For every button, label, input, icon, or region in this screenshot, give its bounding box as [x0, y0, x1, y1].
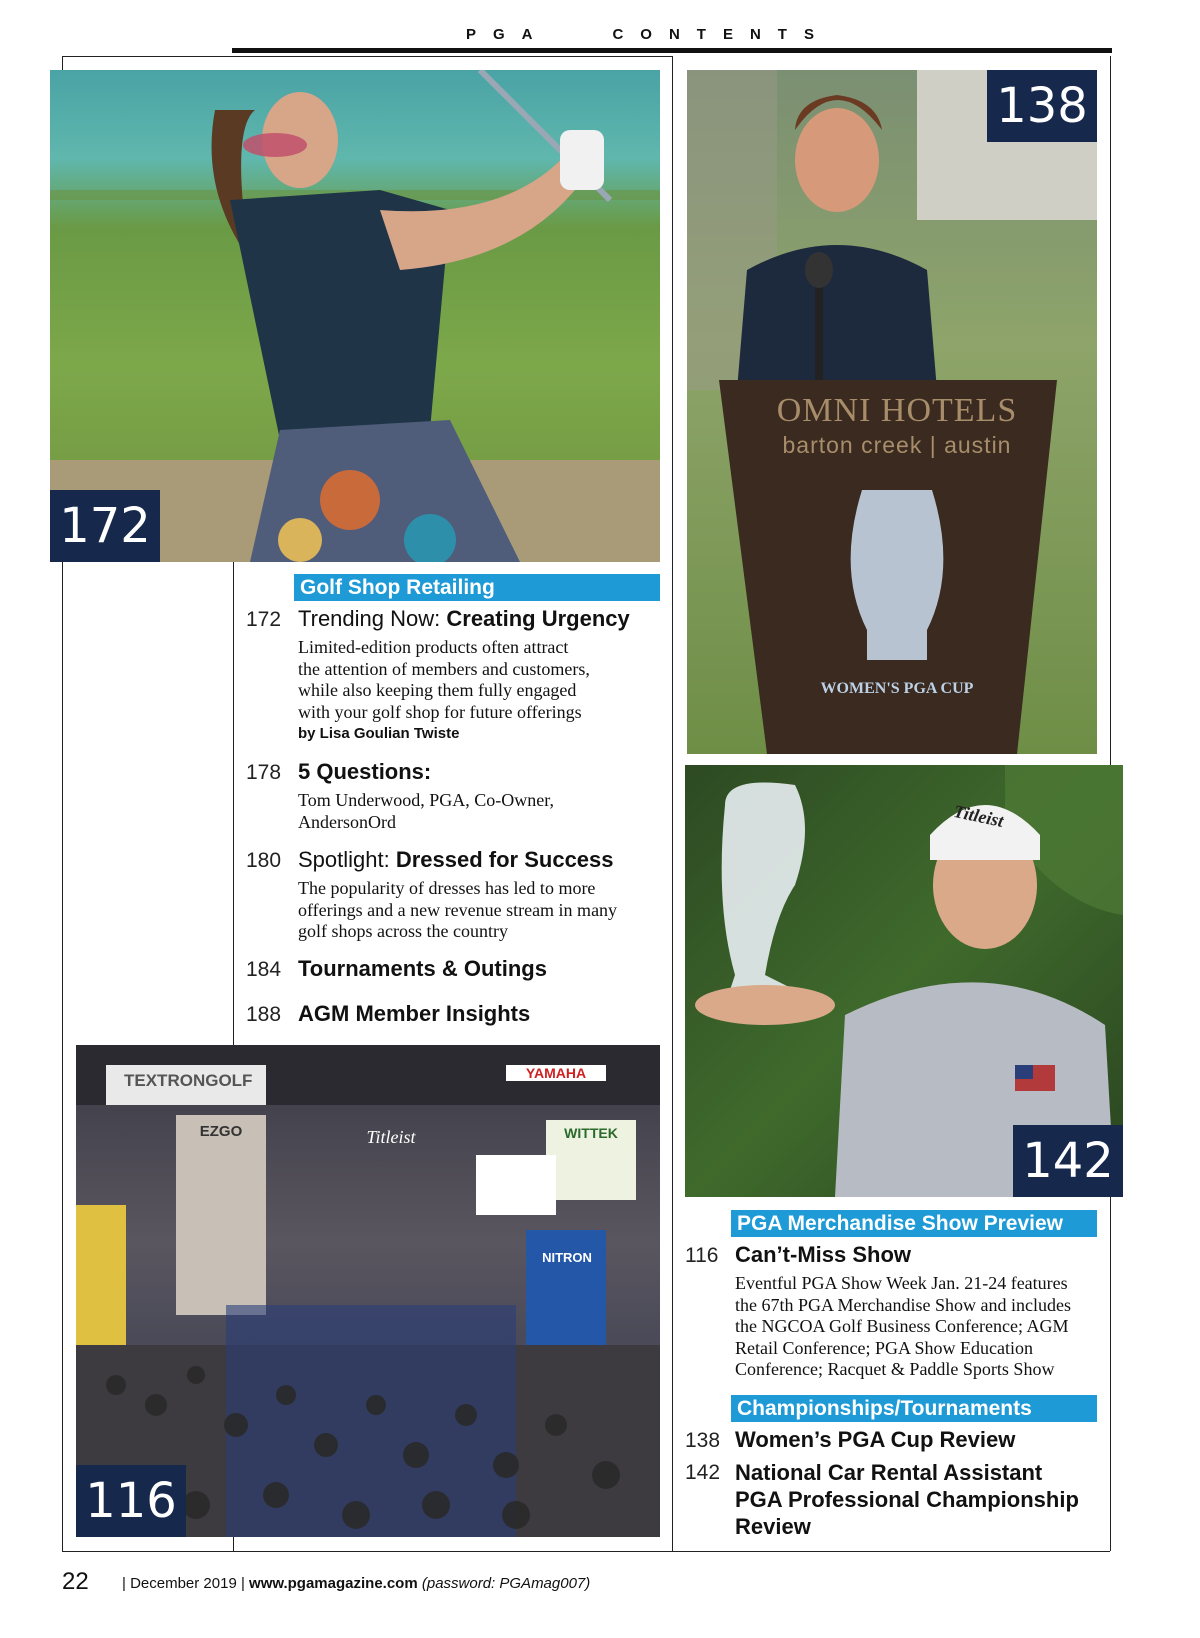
- entry-180-title[interactable]: [298, 847, 614, 873]
- show-sign-nitron: NITRON: [542, 1250, 592, 1265]
- section-golf-shop-retailing: Golf Shop Retailing: [294, 574, 660, 601]
- entry-178-desc-line: AndersonOrd: [298, 811, 396, 832]
- page-badge-172: 172: [50, 490, 160, 562]
- entry-142-title[interactable]: [735, 1459, 1079, 1540]
- entry-180-desc-line: golf shops across the country: [298, 921, 508, 941]
- podium-sign-line2: barton creek | austin: [782, 432, 1012, 458]
- entry-184-title[interactable]: [298, 956, 547, 982]
- podium-sign-line1: OMNI HOTELS: [776, 392, 1018, 429]
- section-championships: Championships/Tournaments: [731, 1395, 1097, 1422]
- entry-116-description: [735, 1273, 1071, 1381]
- entry-180-desc-line: offerings and a new revenue stream in many: [298, 899, 618, 920]
- entry-178-headline: 5 Questions:: [298, 759, 432, 784]
- footer-issue: | December 2019 |: [122, 1575, 245, 1592]
- show-sign-titleist: Titleist: [366, 1127, 416, 1147]
- section-merch-show-preview: PGA Merchandise Show Preview: [731, 1210, 1097, 1237]
- podium-photo[interactable]: [687, 70, 1097, 754]
- entry-138-title[interactable]: [735, 1427, 1015, 1453]
- entry-172-desc-line: while also keeping them fully engaged: [298, 680, 577, 700]
- show-floor-illustration: [76, 1045, 660, 1537]
- frame-top-rule: [62, 56, 672, 57]
- golfer-illustration: [50, 70, 660, 562]
- entry-178-title[interactable]: [298, 759, 431, 785]
- entry-138-headline: Women’s PGA Cup Review: [735, 1427, 1016, 1452]
- entry-188-headline: AGM Member Insights: [298, 1001, 531, 1026]
- header-title: PGA CONTENTS: [466, 26, 831, 43]
- cap-logo: Titleist: [951, 800, 1006, 831]
- frame-bottom-rule: [62, 1551, 1110, 1552]
- entry-116-headline: Can’t-Miss Show: [735, 1242, 912, 1267]
- entry-184-headline: Tournaments & Outings: [298, 956, 547, 981]
- entry-116-desc-line: the 67th PGA Merchandise Show and includes: [735, 1294, 1071, 1315]
- entry-178-description: [298, 790, 554, 833]
- entry-184-page: 184: [246, 958, 282, 981]
- entry-138-page: 138: [685, 1429, 721, 1452]
- entry-178-desc-line: Tom Underwood, PGA, Co-Owner,: [298, 790, 554, 810]
- entry-180-desc-line: The popularity of dresses has led to more: [298, 878, 596, 898]
- show-floor-photo[interactable]: [76, 1045, 660, 1537]
- page-badge-138: 138: [987, 70, 1097, 142]
- entry-188-page: 188: [246, 1003, 282, 1026]
- entry-180-description: [298, 878, 617, 943]
- page-badge-142: 142: [1013, 1125, 1123, 1197]
- golfer-photo[interactable]: [50, 70, 660, 562]
- entry-178-page: 178: [246, 761, 282, 784]
- entry-180-headline: Dressed for Success: [395, 847, 614, 872]
- entry-188-title[interactable]: [298, 1001, 530, 1027]
- show-sign-wittek: WITTEK: [564, 1125, 618, 1141]
- entry-172-prefix: Trending Now:: [298, 606, 447, 631]
- entry-142-headline-line: National Car Rental Assistant: [735, 1460, 1043, 1485]
- entry-172-description: [298, 637, 590, 723]
- footer-password: (password: PGAmag007): [421, 1575, 591, 1592]
- entry-116-desc-line: Retail Conference; PGA Show Education: [735, 1337, 1033, 1358]
- entry-142-headline-line: PGA Professional Championship: [735, 1487, 1079, 1512]
- entry-116-title[interactable]: [735, 1242, 911, 1268]
- header-rule: [232, 48, 1112, 53]
- entry-116-desc-line: Conference; Racquet & Paddle Sports Show: [735, 1359, 1055, 1379]
- entry-180-prefix: Spotlight:: [298, 847, 396, 872]
- entry-172-desc-line: with your golf shop for future offerings: [298, 701, 582, 722]
- show-sign-yamaha: YAMAHA: [506, 1065, 606, 1081]
- show-sign-textron: TEXTRONGOLF: [124, 1071, 253, 1090]
- entry-142-page: 142: [685, 1461, 721, 1484]
- entry-172-byline: by Lisa Goulian Twiste: [298, 725, 460, 742]
- entry-142-headline-line: Review: [735, 1514, 811, 1539]
- footer-page-number: 22: [62, 1568, 89, 1595]
- entry-172-headline: Creating Urgency: [446, 606, 630, 631]
- page-badge-116: 116: [76, 1465, 186, 1537]
- entry-116-desc-line: Eventful PGA Show Week Jan. 21-24 features: [735, 1273, 1068, 1293]
- show-sign-ezgo: EZGO: [199, 1123, 243, 1140]
- entry-116-page: 116: [685, 1244, 719, 1267]
- entry-180-page: 180: [246, 849, 282, 872]
- entry-172-title[interactable]: [298, 606, 630, 632]
- footer-line: [122, 1575, 590, 1592]
- entry-172-desc-line: the attention of members and customers,: [298, 658, 590, 679]
- footer-url-link[interactable]: www.pgamagazine.com: [249, 1575, 418, 1592]
- entry-172-desc-line: Limited-edition products often attract: [298, 637, 569, 657]
- entry-116-desc-line: the NGCOA Golf Business Conference; AGM: [735, 1316, 1069, 1336]
- podium-cup-text: WOMEN'S PGA CUP: [820, 680, 974, 697]
- entry-172-page: 172: [246, 608, 282, 631]
- column-rule-middle: [672, 56, 673, 1551]
